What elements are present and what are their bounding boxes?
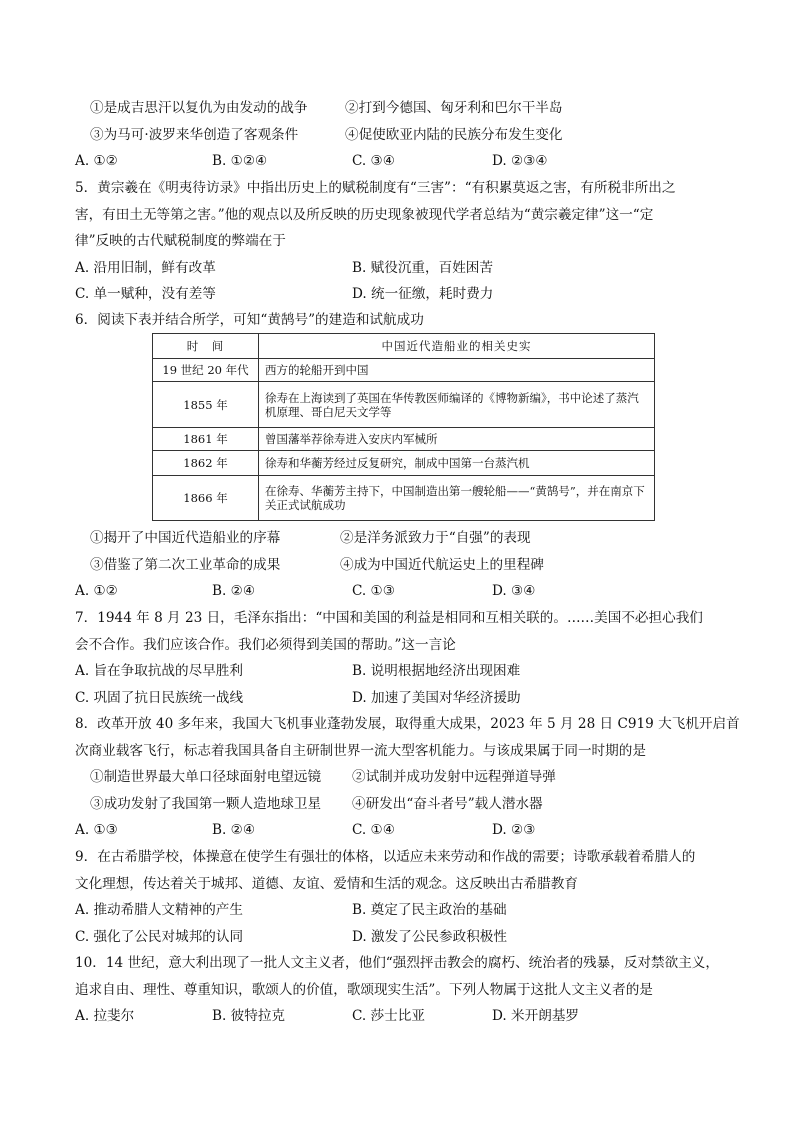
q5-stem-line-3: 律”反映的古代赋税制度的弊端在于 (75, 233, 286, 249)
q5-option-d: D. 统一征缴，耗时费力 (352, 286, 494, 302)
table-row (153, 382, 655, 428)
table-cell-time: 1862 年 (153, 451, 259, 476)
table-row (153, 428, 655, 451)
table-cell-fact: 西方的轮船开到中国 (259, 359, 655, 382)
q9-stem-line-1: 9．在古希腊学校，体操意在使学生有强壮的体格，以适应未来劳动和作战的需要；诗歌承载着希腊人的 (75, 849, 696, 865)
q7-option-a: A. 旨在争取抗战的尽早胜利 (75, 663, 243, 679)
q6-stem: 6．阅读下表并结合所学，可知“黄鹄号”的建造和试航成功 (75, 312, 424, 328)
q10-option-c: C. 莎士比亚 (352, 1008, 425, 1024)
q7-option-c: C. 巩固了抗日民族统一战线 (75, 690, 244, 706)
q6-item-2: ②是洋务派致力于“自强”的表现 (340, 530, 531, 546)
q5-option-c: C. 单一赋种，没有差等 (75, 286, 216, 302)
shipbuilding-history-table (152, 333, 655, 521)
q9-stem-line-2: 文化理想，传达着关于城邦、道德、友谊、爱情和生活的观念。这反映出古希腊教育 (75, 876, 578, 892)
q6-item-1: ①揭开了中国近代造船业的序幕 (90, 530, 281, 546)
q7-option-b: B. 说明根据地经济出现困难 (352, 663, 521, 679)
table-cell-fact: 徐寿在上海读到了英国在华传教医师编译的《博物新编》，书中论述了蒸汽机原理、哥白尼天文学等 (259, 382, 655, 428)
q6-option-d: D. ③④ (492, 583, 536, 599)
q5-option-a: A. 沿用旧制，鲜有改革 (75, 260, 216, 276)
q8-item-4: ④研发出“奋斗者号”载人潜水器 (352, 796, 543, 812)
q8-option-c: C. ①④ (352, 822, 395, 838)
q8-option-b: B. ②④ (212, 822, 256, 838)
q10-stem-line-2: 追求自由、理性、尊重知识，歌颂人的价值，歌颂现实生活”。下列人物属于这批人文主义者的是 (75, 982, 653, 998)
q5-stem-line-1: 5．黄宗羲在《明夷待访录》中指出历史上的赋税制度有“三害”：“有积累莫返之害，有所税非所出之 (75, 180, 676, 196)
table-cell-time: 1866 年 (153, 476, 259, 521)
table-row (153, 359, 655, 382)
table-header-time: 时 间 (153, 334, 259, 359)
q5-stem-line-2: 害，有田土无等第之害。”他的观点以及所反映的历史现象被现代学者总结为“黄宗羲定律”这一“定 (75, 207, 654, 223)
table-cell-time: 19 世纪 20 年代 (153, 359, 259, 382)
q6-option-b: B. ②④ (212, 583, 256, 599)
q10-option-b: B. 彼特拉克 (212, 1008, 286, 1024)
q4-item-2: ②打到今德国、匈牙利和巴尔干半岛 (345, 100, 563, 116)
q4-item-4: ④促使欧亚内陆的民族分布发生变化 (345, 127, 563, 143)
table-cell-fact: 在徐寿、华蘅芳主持下，中国制造出第一艘轮船——“黄鹄号”，并在南京下关正式试航成功 (259, 476, 655, 521)
q6-item-4: ④成为中国近代航运史上的里程碑 (340, 557, 544, 573)
table-cell-time: 1855 年 (153, 382, 259, 428)
q7-option-d: D. 加速了美国对华经济援助 (352, 690, 521, 706)
q6-option-c: C. ①③ (352, 583, 395, 599)
q9-option-d: D. 激发了公民参政积极性 (352, 929, 507, 945)
q4-option-a: A. ①② (75, 153, 118, 169)
table-row (153, 476, 655, 521)
q4-item-3: ③为马可·波罗来华创造了客观条件 (90, 127, 299, 143)
q8-item-2: ②试制并成功发射中远程弹道导弹 (352, 769, 556, 785)
q8-item-3: ③成功发射了我国第一颗人造地球卫星 (90, 796, 322, 812)
q8-stem-line-2: 次商业载客飞行，标志着我国具备自主研制世界一流大型客机能力。与该成果属于同一时期的是 (75, 743, 646, 759)
q9-option-b: B. 奠定了民主政治的基础 (352, 902, 507, 918)
q10-option-d: D. 米开朗基罗 (492, 1008, 580, 1024)
q7-stem-line-2: 会不合作。我们应该合作。我们必须得到美国的帮助。”这一言论 (75, 637, 456, 653)
q8-option-d: D. ②③ (492, 822, 536, 838)
q8-item-1: ①制造世界最大单口径球面射电望远镜 (90, 769, 322, 785)
q4-option-b: B. ①②④ (212, 153, 268, 169)
table-header-facts: 中国近代造船业的相关史实 (259, 334, 655, 359)
table-cell-fact: 曾国藩举荐徐寿进入安庆内军械所 (259, 428, 655, 451)
q10-option-a: A. 拉斐尔 (75, 1008, 135, 1024)
q9-option-a: A. 推动希腊人文精神的产生 (75, 902, 243, 918)
q10-stem-line-1: 10．14 世纪，意大利出现了一批人文主义者，他们“强烈抨击教会的腐朽、统治者的残暴，反对禁欲主义， (75, 955, 719, 971)
q5-option-b: B. 赋役沉重，百姓困苦 (352, 260, 493, 276)
q7-stem-line-1: 7．1944 年 8 月 23 日，毛泽东指出：“中国和美国的利益是相同和互相关联的。……美国不必担心我们 (75, 610, 703, 626)
q6-item-3: ③借鉴了第二次工业革命的成果 (90, 557, 281, 573)
q8-option-a: A. ①③ (75, 822, 118, 838)
q8-stem-line-1: 8．改革开放 40 多年来，我国大飞机事业蓬勃发展，取得重大成果，2023 年 5 月 28 日 C919 大飞机开启首 (75, 716, 740, 732)
q9-option-c: C. 强化了公民对城邦的认同 (75, 929, 244, 945)
q4-item-1: ①是成吉思汗以复仇为由发动的战争 (90, 100, 308, 116)
table-cell-time: 1861 年 (153, 428, 259, 451)
q4-option-d: D. ②③④ (492, 153, 548, 169)
table-row (153, 451, 655, 476)
q4-option-c: C. ③④ (352, 153, 395, 169)
q6-option-a: A. ①② (75, 583, 118, 599)
table-cell-fact: 徐寿和华蘅芳经过反复研究，制成中国第一台蒸汽机 (259, 451, 655, 476)
